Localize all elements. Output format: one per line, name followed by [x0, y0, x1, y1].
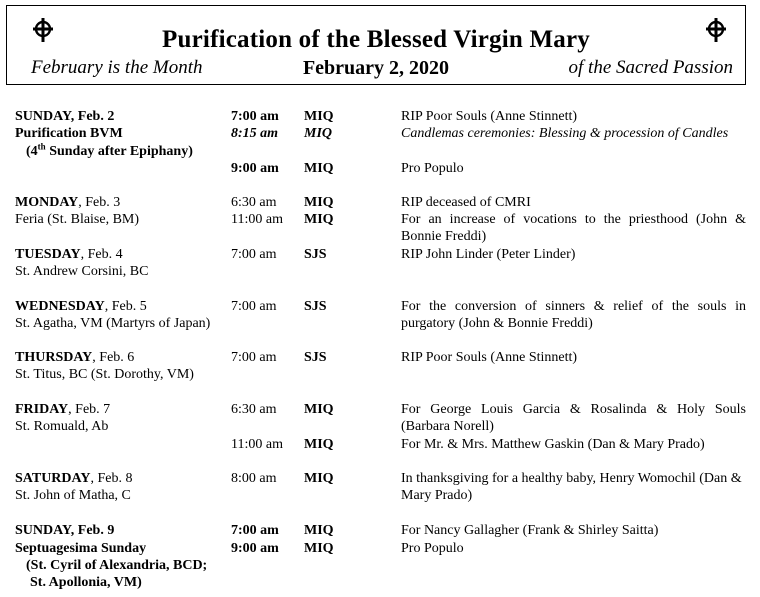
mass-intention: For the conversion of sinners & relief of the souls in purgatory (John & Bonnie Freddi) [401, 299, 746, 332]
feast-note: (4th Sunday after Epiphany) [26, 141, 193, 159]
mass-place: MIQ [304, 402, 334, 417]
mass-intention: RIP deceased of CMRI [401, 195, 531, 210]
mass-place: MIQ [304, 126, 333, 141]
mass-place: MIQ [304, 161, 334, 176]
mass-place: MIQ [304, 541, 334, 556]
mass-time: 7:00 am [231, 109, 279, 124]
mass-time: 6:30 am [231, 402, 277, 417]
feast-name: St. Titus, BC (St. Dorothy, VM) [15, 367, 194, 382]
feast-name: St. Romuald, Ab [15, 419, 109, 434]
mass-intention: RIP John Linder (Peter Linder) [401, 247, 576, 262]
mass-place: MIQ [304, 437, 334, 452]
mass-time: 7:00 am [231, 350, 277, 365]
mass-time: 9:00 am [231, 161, 279, 176]
header-box [6, 5, 746, 85]
day-heading: WEDNESDAY, Feb. 5 [15, 299, 147, 314]
mass-intention: Pro Populo [401, 541, 464, 556]
mass-intention: RIP Poor Souls (Anne Stinnett) [401, 109, 578, 124]
feast-name: Septuagesima Sunday [15, 541, 147, 556]
feast-note: (St. Cyril of Alexandria, BCD; [26, 558, 208, 573]
day-heading: SUNDAY, Feb. 2 [15, 109, 115, 124]
mass-intention: For George Louis Garcia & Rosalinda & Holy Souls (Barbara Norell) [401, 402, 746, 435]
mass-intention: RIP Poor Souls (Anne Stinnett) [401, 350, 578, 365]
mass-place: MIQ [304, 523, 334, 538]
mass-intention: Pro Populo [401, 161, 464, 176]
celtic-cross-icon [704, 18, 728, 42]
feast-name: St. Andrew Corsini, BC [15, 264, 149, 279]
mass-time: 11:00 am [231, 212, 283, 227]
mass-place: SJS [304, 350, 327, 365]
day-heading: SUNDAY, Feb. 9 [15, 523, 115, 538]
feast-name: Feria (St. Blaise, BM) [15, 212, 140, 227]
mass-place: SJS [304, 247, 327, 262]
mass-place: SJS [304, 299, 327, 314]
feast-note: St. Apollonia, VM) [30, 575, 142, 590]
month-dedication-left: February is the Month [31, 57, 203, 78]
header-date: February 2, 2020 [302, 57, 450, 79]
feast-name: St. John of Matha, C [15, 488, 131, 503]
day-heading: THURSDAY, Feb. 6 [15, 350, 135, 365]
mass-time: 6:30 am [231, 195, 277, 210]
mass-time: 7:00 am [231, 523, 279, 538]
day-heading: MONDAY, Feb. 3 [15, 195, 121, 210]
mass-time: 8:15 am [231, 126, 279, 141]
mass-time: 9:00 am [231, 541, 279, 556]
mass-time: 7:00 am [231, 299, 277, 314]
day-heading: SATURDAY, Feb. 8 [15, 471, 133, 486]
mass-intention: Candlemas ceremonies: Blessing & procession of Candles [401, 126, 729, 141]
mass-intention: For Mr. & Mrs. Matthew Gaskin (Dan & Mary Prado) [401, 437, 705, 452]
mass-intention: For an increase of vocations to the priesthood (John & Bonnie Freddi) [401, 212, 746, 245]
page-title: Purification of the Blessed Virgin Mary [162, 26, 590, 53]
feast-name: St. Agatha, VM (Martyrs of Japan) [15, 316, 211, 331]
month-dedication-right: of the Sacred Passion [568, 57, 733, 78]
day-heading: FRIDAY, Feb. 7 [15, 402, 111, 417]
mass-intention: For Nancy Gallagher (Frank & Shirley Saitta) [401, 523, 659, 538]
mass-place: MIQ [304, 195, 334, 210]
day-heading: TUESDAY, Feb. 4 [15, 247, 123, 262]
mass-time: 11:00 am [231, 437, 283, 452]
mass-intention: In thanksgiving for a healthy baby, Henry Womochil (Dan & Mary Prado) [401, 471, 742, 504]
mass-place: MIQ [304, 471, 334, 486]
mass-time: 7:00 am [231, 247, 277, 262]
mass-place: MIQ [304, 109, 334, 124]
mass-place: MIQ [304, 212, 334, 227]
mass-time: 8:00 am [231, 471, 277, 486]
feast-name: Purification BVM [15, 126, 123, 141]
